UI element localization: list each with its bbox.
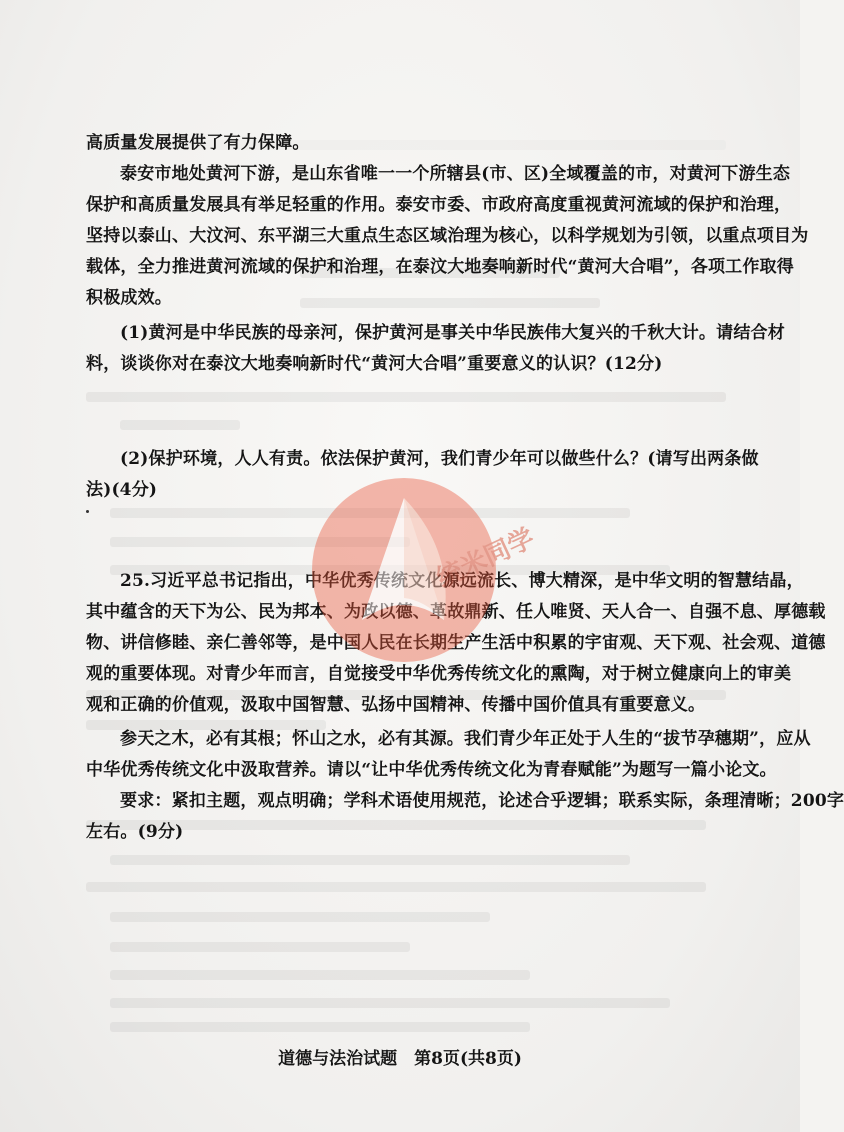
bleed-through bbox=[110, 942, 410, 952]
question-line: (2)保护环境，人人有责。依法保护黄河，我们青少年可以做些什么？(请写出两条做 bbox=[120, 449, 759, 469]
material-line: 坚持以泰山、大汶河、东平湖三大重点生态区域治理为核心，以科学规划为引领，以重点项目为 bbox=[86, 226, 809, 246]
question-line: 观的重要体现。对青少年而言，自觉接受中华优秀传统文化的熏陶，对于树立健康向上的审美 bbox=[86, 664, 792, 684]
bleed-through bbox=[110, 537, 410, 547]
question-line: 物、讲信修睦、亲仁善邻等，是中国人民在长期生产生活中积累的宇宙观、天下观、社会观、道德 bbox=[86, 633, 826, 653]
scan-speck bbox=[86, 510, 89, 513]
question-2 bbox=[86, 444, 759, 506]
requirement-line: 左右。(9分) bbox=[86, 822, 184, 842]
material-line: 积极成效。 bbox=[86, 288, 172, 308]
material-line: 保护和高质量发展具有举足轻重的作用。泰安市委、市政府高度重视黄河流域的保护和治理， bbox=[86, 195, 792, 215]
page-footer: 道德与法治试题 第8页(共8页) bbox=[278, 1049, 522, 1069]
question-line: 25.习近平总书记指出，中华优秀传统文化源远流长、博大精深，是中华文明的智慧结晶， bbox=[120, 571, 804, 591]
bleed-through bbox=[110, 998, 670, 1008]
bleed-through bbox=[86, 882, 706, 892]
essay-prompt bbox=[86, 724, 811, 786]
bleed-through bbox=[110, 970, 530, 980]
bleed-through bbox=[120, 420, 240, 430]
material-line: 载体，全力推进黄河流域的保护和治理，在泰汶大地奏响新时代“黄河大合唱”，各项工作取得 bbox=[86, 257, 794, 277]
bleed-through bbox=[110, 508, 630, 518]
essay-requirements bbox=[86, 786, 844, 848]
material-line: 泰安市地处黄河下游，是山东省唯一一个所辖县(市、区)全域覆盖的市，对黄河下游生态 bbox=[120, 164, 791, 184]
question-1 bbox=[86, 318, 785, 380]
question-line: (1)黄河是中华民族的母亲河，保护黄河是事关中华民族伟大复兴的千秋大计。请结合材 bbox=[120, 323, 785, 343]
question-line: 观和正确的价值观，汲取中国智慧、弘扬中国精神、传播中国价值具有重要意义。 bbox=[86, 695, 706, 715]
material-text bbox=[86, 128, 809, 314]
bleed-through bbox=[86, 392, 726, 402]
question-line: 其中蕴含的天下为公、民为邦本、为政以德、革故鼎新、任人唯贤、天人合一、自强不息、厚德载 bbox=[86, 602, 826, 622]
question-line: 料，谈谈你对在泰汶大地奏响新时代“黄河大合唱”重要意义的认识？(12分) bbox=[86, 354, 663, 374]
material-line: 高质量发展提供了有力保障。 bbox=[86, 133, 310, 153]
prompt-line: 参天之木，必有其根；怀山之水，必有其源。我们青少年正处于人生的“拔节孕穗期”，应从 bbox=[120, 729, 811, 749]
requirement-line: 要求：紧扣主题，观点明确；学科术语使用规范，论述合乎逻辑；联系实际，条理清晰；200字 bbox=[120, 791, 844, 811]
bleed-through bbox=[110, 1022, 530, 1032]
question-line: 法)(4分) bbox=[86, 480, 158, 500]
watermark-text: 统米同学 bbox=[432, 523, 540, 595]
bleed-through bbox=[110, 912, 490, 922]
bleed-through bbox=[110, 855, 630, 865]
question-25 bbox=[86, 566, 826, 721]
prompt-line: 中华优秀传统文化中汲取营养。请以“让中华优秀传统文化为青春赋能”为题写一篇小论文。 bbox=[86, 760, 777, 780]
